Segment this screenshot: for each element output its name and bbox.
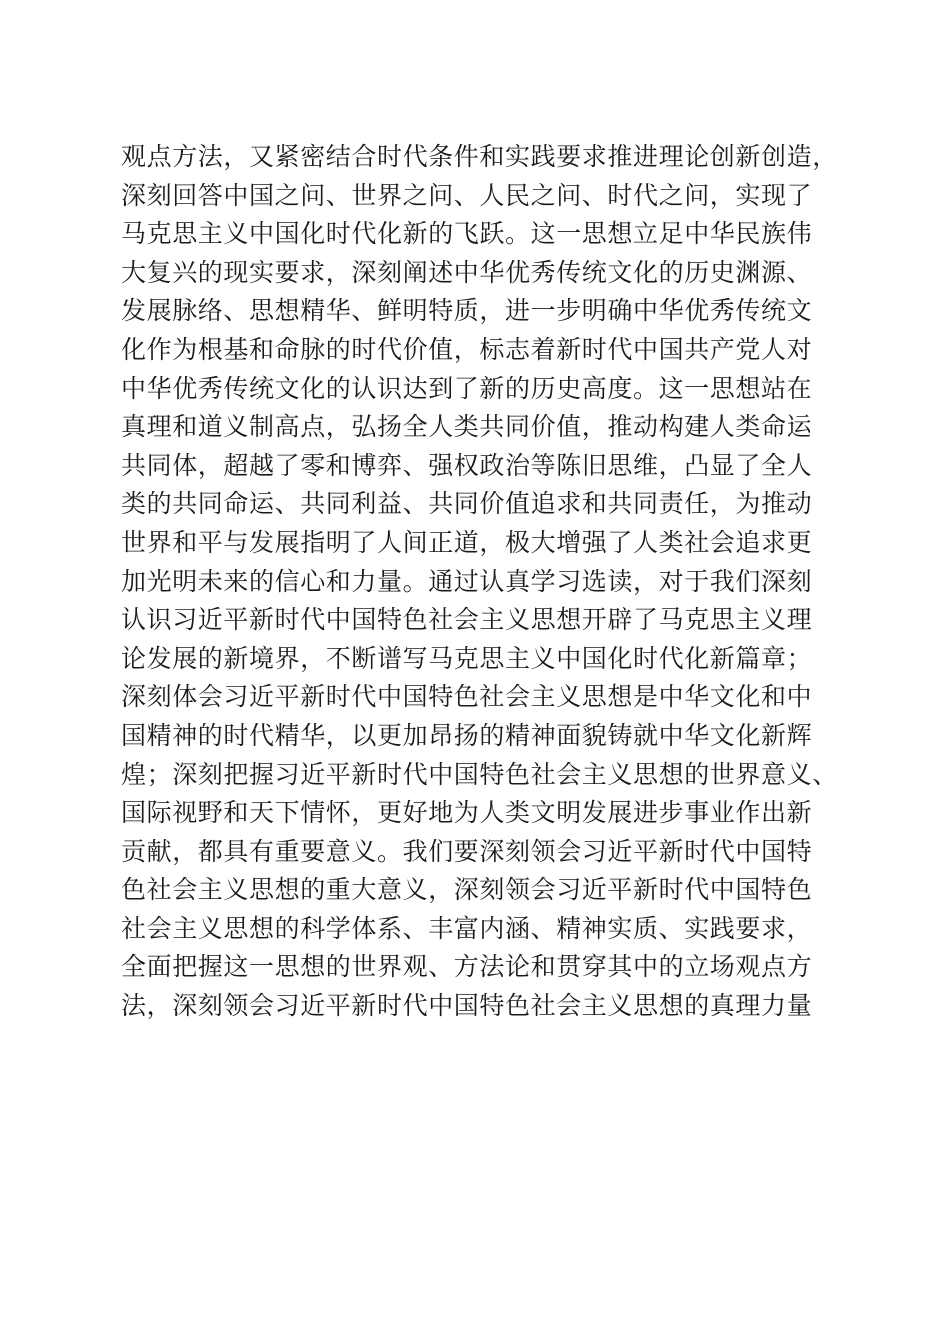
text-line-5: 发展脉络、思想精华、鲜明特质，进一步明确中华优秀传统文 [121,296,813,326]
text-line-10: 类的共同命运、共同利益、共同价值追求和共同责任，为推动 [121,489,813,519]
text-line-6: 化作为根基和命脉的时代价值，标志着新时代中国共产党人对 [121,334,813,364]
text-line-4: 大复兴的现实要求，深刻阐述中华优秀传统文化的历史渊源、 [121,257,813,287]
text-line-22: 全面把握这一思想的世界观、方法论和贯穿其中的立场观点方 [121,952,813,982]
text-line-23: 法，深刻领会习近平新时代中国特色社会主义思想的真理力量 [121,991,813,1021]
text-line-15: 深刻体会习近平新时代中国特色社会主义思想是中华文化和中 [121,682,813,712]
text-line-14: 论发展的新境界，不断谱写马克思主义中国化时代化新篇章； [121,643,813,673]
text-line-19: 贡献，都具有重要意义。我们要深刻领会习近平新时代中国特 [121,836,813,866]
text-line-21: 社会主义思想的科学体系、丰富内涵、精神实质、实践要求， [121,913,813,943]
body-paragraph [121,138,841,1026]
text-line-20: 色社会主义思想的重大意义，深刻领会习近平新时代中国特色 [121,875,813,905]
text-line-7: 中华优秀传统文化的认识达到了新的历史高度。这一思想站在 [121,373,813,403]
text-line-2: 深刻回答中国之问、世界之问、人民之问、时代之问，实现了 [121,180,813,210]
text-line-12: 加光明未来的信心和力量。通过认真学习选读，对于我们深刻 [121,566,813,596]
text-line-9: 共同体，超越了零和博弈、强权政治等陈旧思维，凸显了全人 [121,450,813,480]
text-line-17: 煌；深刻把握习近平新时代中国特色社会主义思想的世界意义、 [121,759,838,789]
text-line-16: 国精神的时代精华，以更加昂扬的精神面貌铸就中华文化新辉 [121,720,813,750]
text-line-13: 认识习近平新时代中国特色社会主义思想开辟了马克思主义理 [121,605,813,635]
text-line-8: 真理和道义制高点，弘扬全人类共同价值，推动构建人类命运 [121,412,813,442]
text-line-11: 世界和平与发展指明了人间正道，极大增强了人类社会追求更 [121,527,813,557]
text-line-3: 马克思主义中国化时代化新的飞跃。这一思想立足中华民族伟 [121,219,813,249]
text-line-18: 国际视野和天下情怀，更好地为人类文明发展进步事业作出新 [121,798,813,828]
text-line-1: 观点方法，又紧密结合时代条件和实践要求推进理论创新创造， [121,142,838,171]
